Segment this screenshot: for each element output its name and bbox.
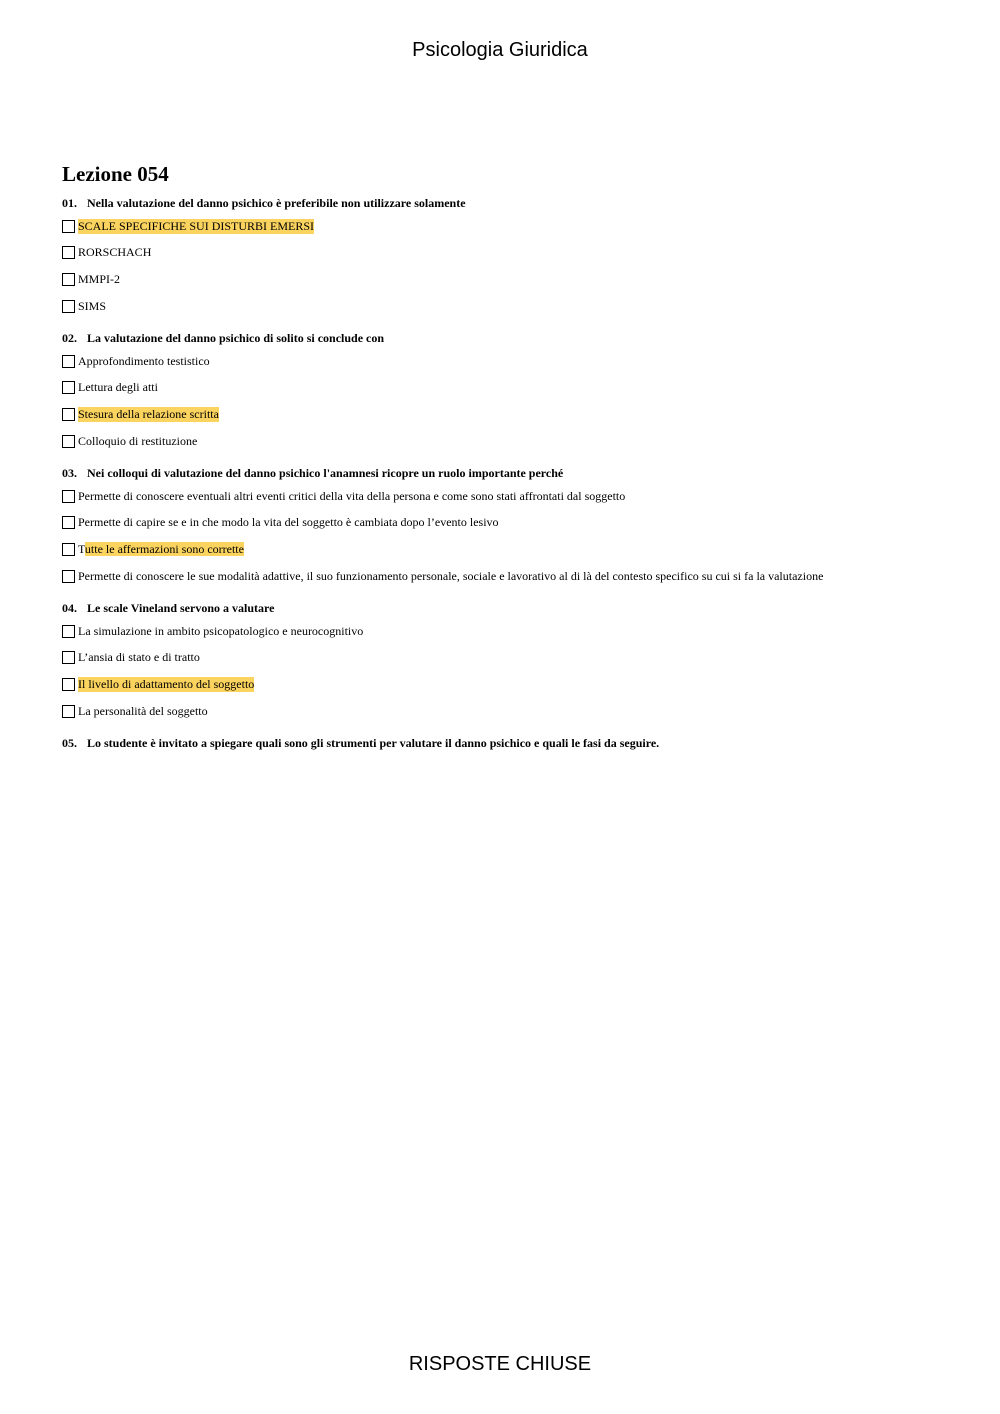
checkbox[interactable] [62,381,75,394]
question-02 [62,330,962,449]
answer-label: MMPI-2 [78,271,121,286]
question-04 [62,600,962,719]
answer-label: La personalità del soggetto [78,703,208,718]
checkbox[interactable] [62,355,75,368]
answer-label: Colloquio di restituzione [78,433,198,448]
answer-option [62,568,962,584]
checkbox[interactable] [62,570,75,583]
answer-label: Permette di conoscere eventuali altri eventi critici della vita della persona e come sono stati affrontati dal soggetto [78,488,626,503]
answer-option [62,542,962,558]
answer-label-correct [78,542,244,557]
question-label: Nei colloqui di valutazione del danno psichico l'anamnesi ricopre un ruolo importante perché [87,466,564,481]
answer-option [62,515,962,531]
answer-label: RORSCHACH [78,245,152,260]
checkbox[interactable] [62,220,75,233]
question-label: Lo studente è invitato a spiegare quali sono gli strumenti per valutare il danno psichico e quali le fasi da seguire. [87,736,660,751]
answer-label-highlighted: utte le affermazioni sono corrette [84,542,244,556]
question-01 [62,195,962,314]
checkbox[interactable] [62,651,75,664]
answer-option [62,677,962,693]
answer-option [62,271,962,287]
answer-label-correct: Stesura della relazione scritta [78,406,219,421]
answer-option [62,406,962,422]
answer-label: Permette di capire se e in che modo la vita del soggetto è cambiata dopo l’evento lesivo [78,515,499,530]
checkbox[interactable] [62,543,75,556]
question-number: 05. [62,736,77,751]
page-footer-label: RISPOSTE CHIUSE [408,1353,592,1375]
answer-option [62,650,962,666]
answer-option [62,245,962,261]
document-content [62,160,962,767]
answer-label: La simulazione in ambito psicopatologico e neurocognitivo [78,623,364,638]
checkbox[interactable] [62,273,75,286]
answer-label: L’ansia di stato e di tratto [78,650,200,665]
checkbox[interactable] [62,246,75,259]
question-text [62,600,962,616]
question-text [62,465,962,481]
answer-label-first-letter: T [78,542,85,556]
checkbox[interactable] [62,516,75,529]
answer-label: SIMS [78,298,107,313]
checkbox[interactable] [62,678,75,691]
answer-label: Permette di conoscere le sue modalità adattive, il suo funzionamento personale, sociale e lavorativo al di là del contesto specifico su cui si fa la valutazione [78,568,824,583]
checkbox[interactable] [62,490,75,503]
answer-option [62,298,962,314]
answer-option [62,488,962,504]
question-text [62,735,962,751]
answer-option [62,353,962,369]
checkbox[interactable] [62,408,75,421]
question-05 [62,735,962,751]
answer-option [62,380,962,396]
question-text [62,330,962,346]
question-number: 01. [62,196,77,210]
answer-option [62,623,962,639]
lesson-title: Lezione 054 [62,162,169,186]
question-label: La valutazione del danno psichico di solito si conclude con [87,331,385,346]
question-03 [62,465,962,584]
question-number: 03. [62,466,77,481]
page-header-title: Psicologia Giuridica [412,39,588,61]
answer-label-correct: SCALE SPECIFICHE SUI DISTURBI EMERSI [78,218,315,233]
checkbox[interactable] [62,300,75,313]
answer-label-correct: Il livello di adattamento del soggetto [78,677,255,692]
question-number: 02. [62,331,77,346]
question-label: Le scale Vineland servono a valutare [87,601,275,616]
checkbox[interactable] [62,625,75,638]
answer-label: Lettura degli atti [78,380,158,395]
answer-option [62,703,962,719]
answer-label: Approfondimento testistico [78,353,210,368]
question-text [62,195,962,211]
question-number: 04. [62,601,77,616]
answer-option [62,433,962,449]
answer-option [62,218,962,234]
question-label: Nella valutazione del danno psichico è preferibile non utilizzare solamente [87,196,466,210]
checkbox[interactable] [62,435,75,448]
checkbox[interactable] [62,705,75,718]
